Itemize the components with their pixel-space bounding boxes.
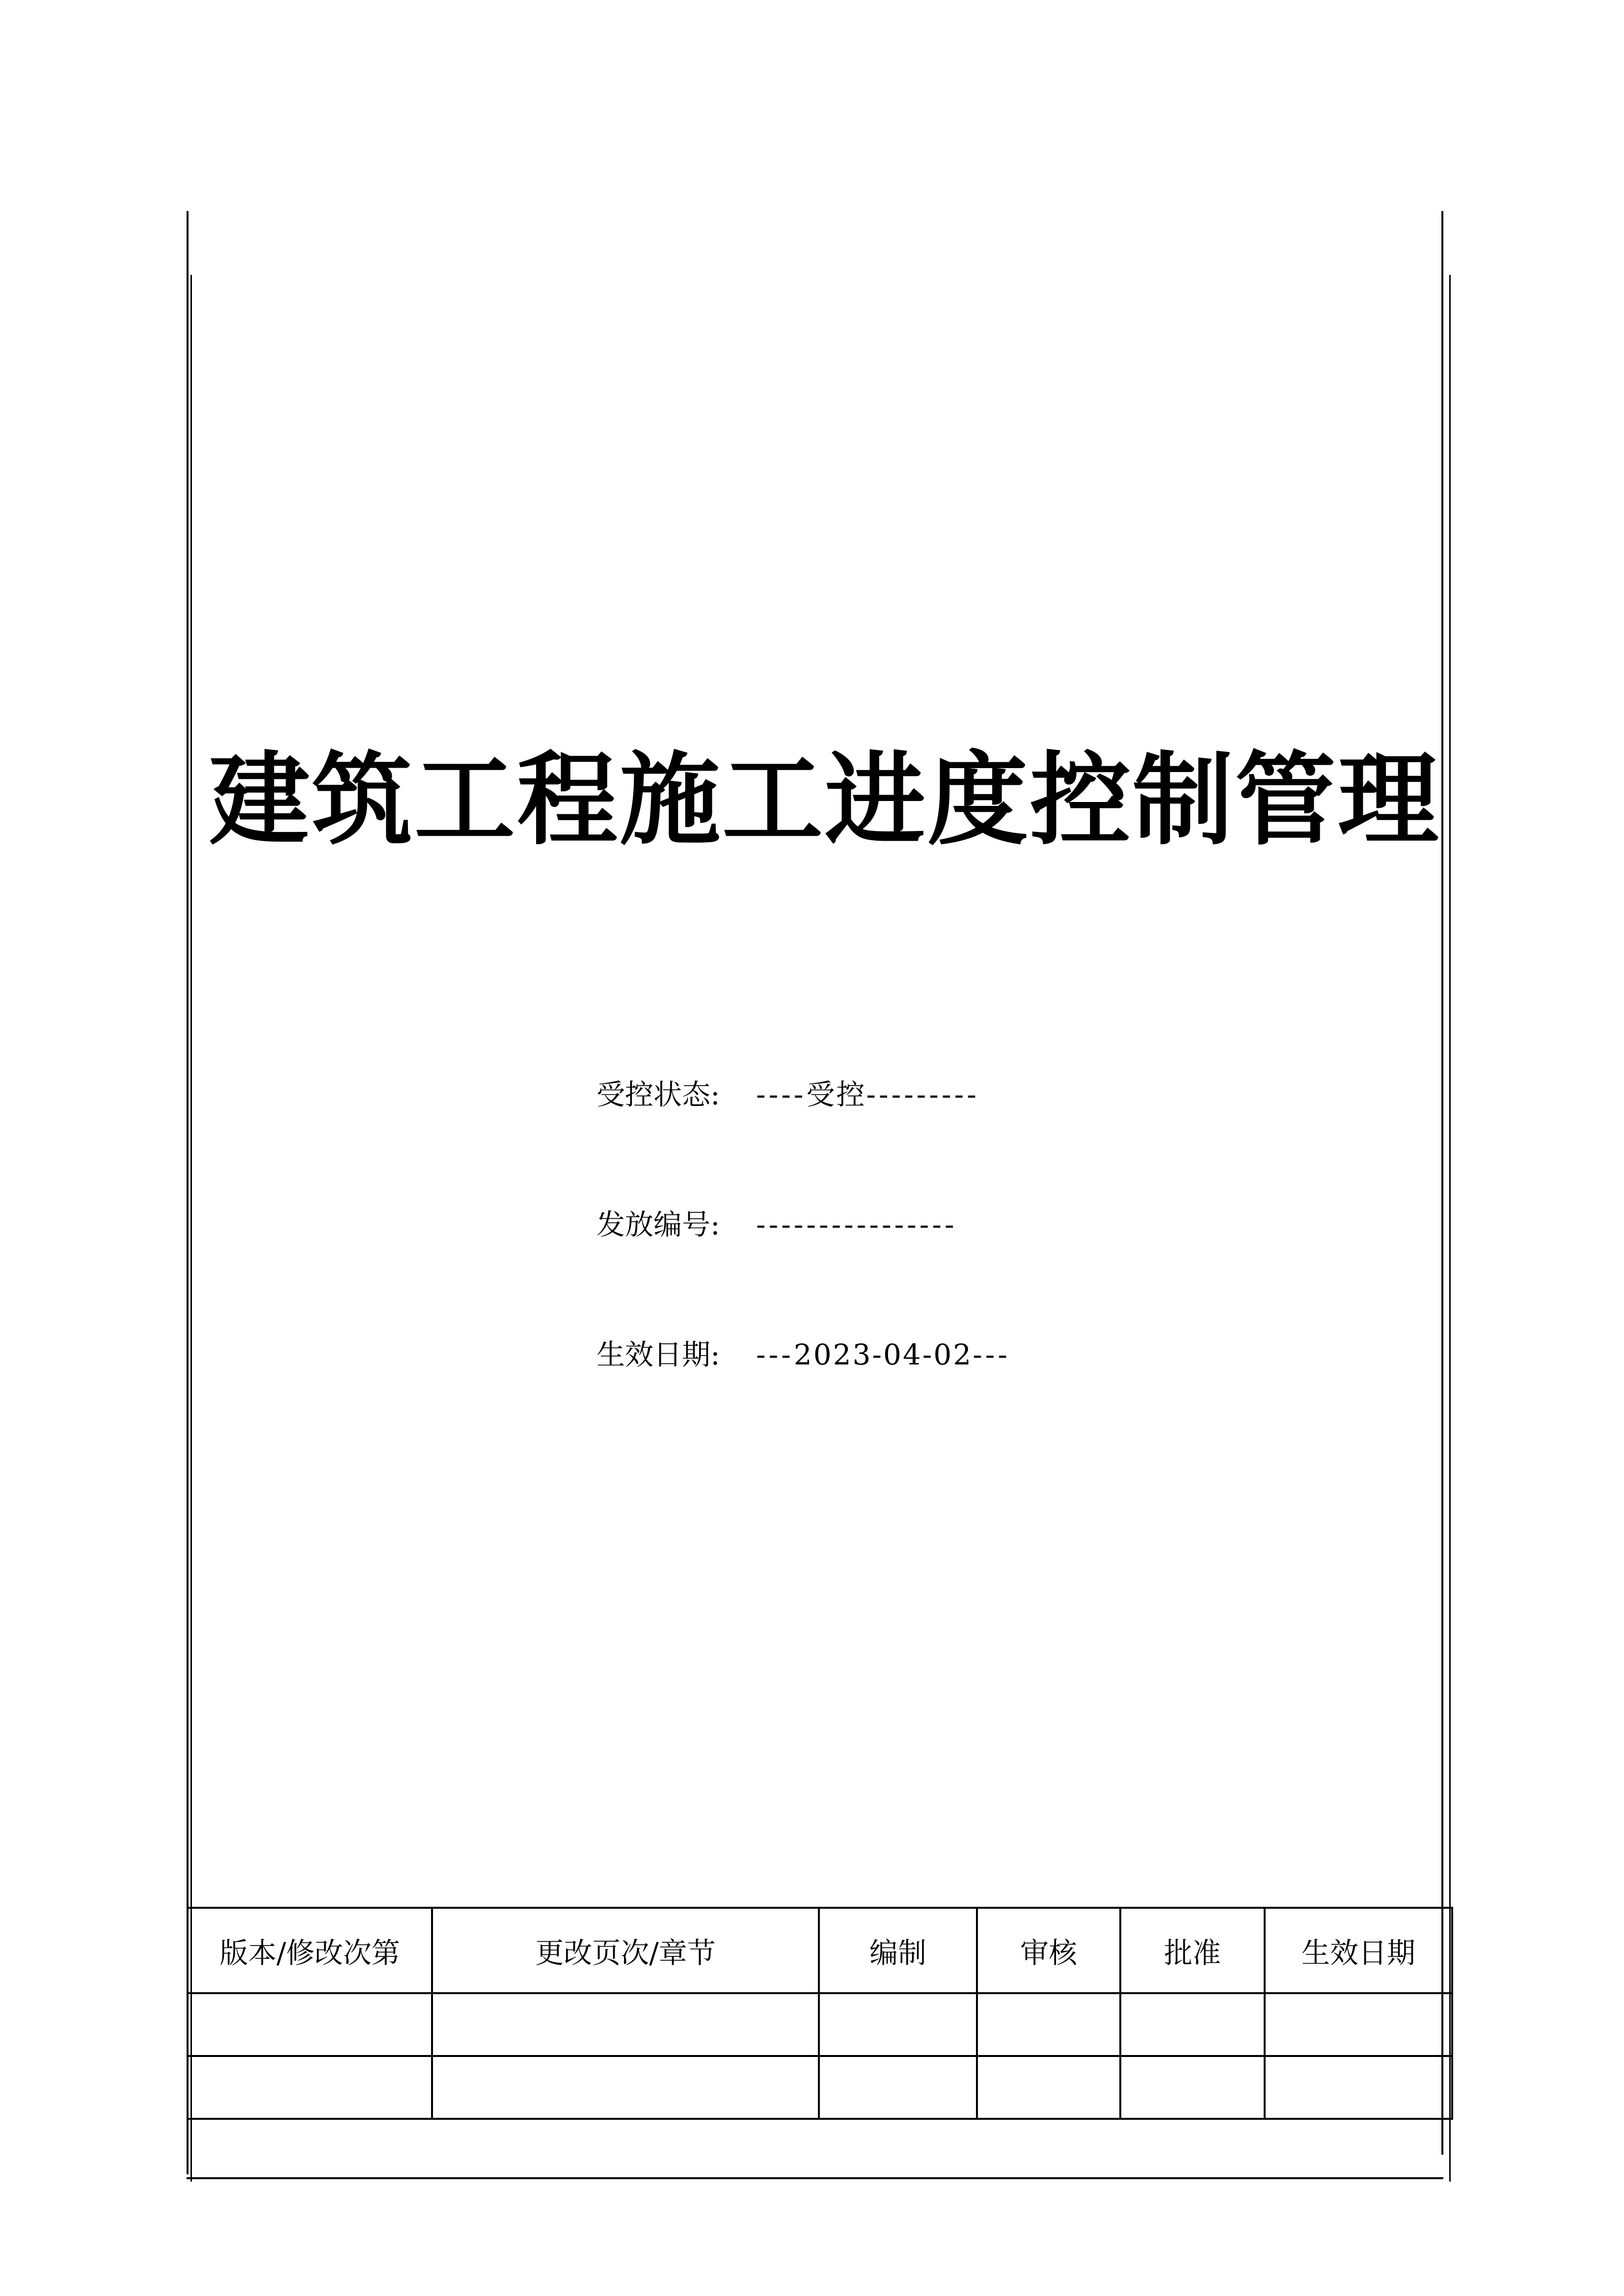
control-status-prefix: ---- [756, 1078, 807, 1111]
table-cell[interactable] [819, 1993, 977, 2056]
document-title: 建筑工程施工进度控制管理 [209, 741, 1440, 859]
header-changed-pages: 更改页次/章节 [432, 1908, 819, 1993]
effective-date-text: 2023-04-02 [793, 1338, 973, 1371]
effective-date-prefix: --- [756, 1338, 794, 1371]
header-approved-by: 批准 [1120, 1908, 1265, 1993]
effective-date-suffix: --- [973, 1338, 1010, 1371]
table-cell[interactable] [432, 1993, 819, 2056]
frame-left-outer [187, 211, 189, 2174]
frame-right-outer [1441, 211, 1443, 2155]
header-effective-date: 生效日期 [1265, 1908, 1452, 1993]
issue-number-value [756, 1205, 957, 1244]
frame-bottom-line [187, 2177, 1443, 2179]
table-cell[interactable] [819, 2056, 977, 2119]
table-cell[interactable] [977, 2056, 1120, 2119]
table-cell[interactable] [1120, 2056, 1265, 2119]
table-row [188, 1993, 1452, 2056]
table-cell[interactable] [188, 2056, 432, 2119]
issue-number-prefix: ---------------- [756, 1208, 957, 1241]
header-version: 版本/修改次第 [188, 1908, 432, 1993]
table-row [188, 2056, 1452, 2119]
revision-table [187, 1907, 1453, 2120]
table-cell[interactable] [432, 2056, 819, 2119]
table-cell[interactable] [977, 1993, 1120, 2056]
header-prepared-by: 编制 [819, 1908, 977, 1993]
issue-number-label: 发放编号: [596, 1208, 720, 1241]
frame-right-inner [1449, 275, 1451, 2182]
effective-date-value [756, 1335, 1010, 1374]
effective-date-label: 生效日期: [596, 1338, 720, 1371]
control-status-label: 受控状态: [596, 1078, 720, 1111]
table-cell[interactable] [188, 1993, 432, 2056]
revision-table-header-row [188, 1908, 1452, 1993]
control-status-suffix: --------- [866, 1078, 979, 1111]
control-status-value [756, 1075, 979, 1114]
table-cell[interactable] [1265, 1993, 1452, 2056]
header-reviewed-by: 审核 [977, 1908, 1120, 1993]
table-cell[interactable] [1265, 2056, 1452, 2119]
effective-date-field [596, 1335, 1087, 1374]
control-status-field [596, 1075, 1087, 1114]
table-cell[interactable] [1120, 1993, 1265, 2056]
frame-left-inner [190, 275, 192, 2182]
control-status-text: 受控 [806, 1078, 866, 1111]
issue-number-field [596, 1205, 1087, 1244]
